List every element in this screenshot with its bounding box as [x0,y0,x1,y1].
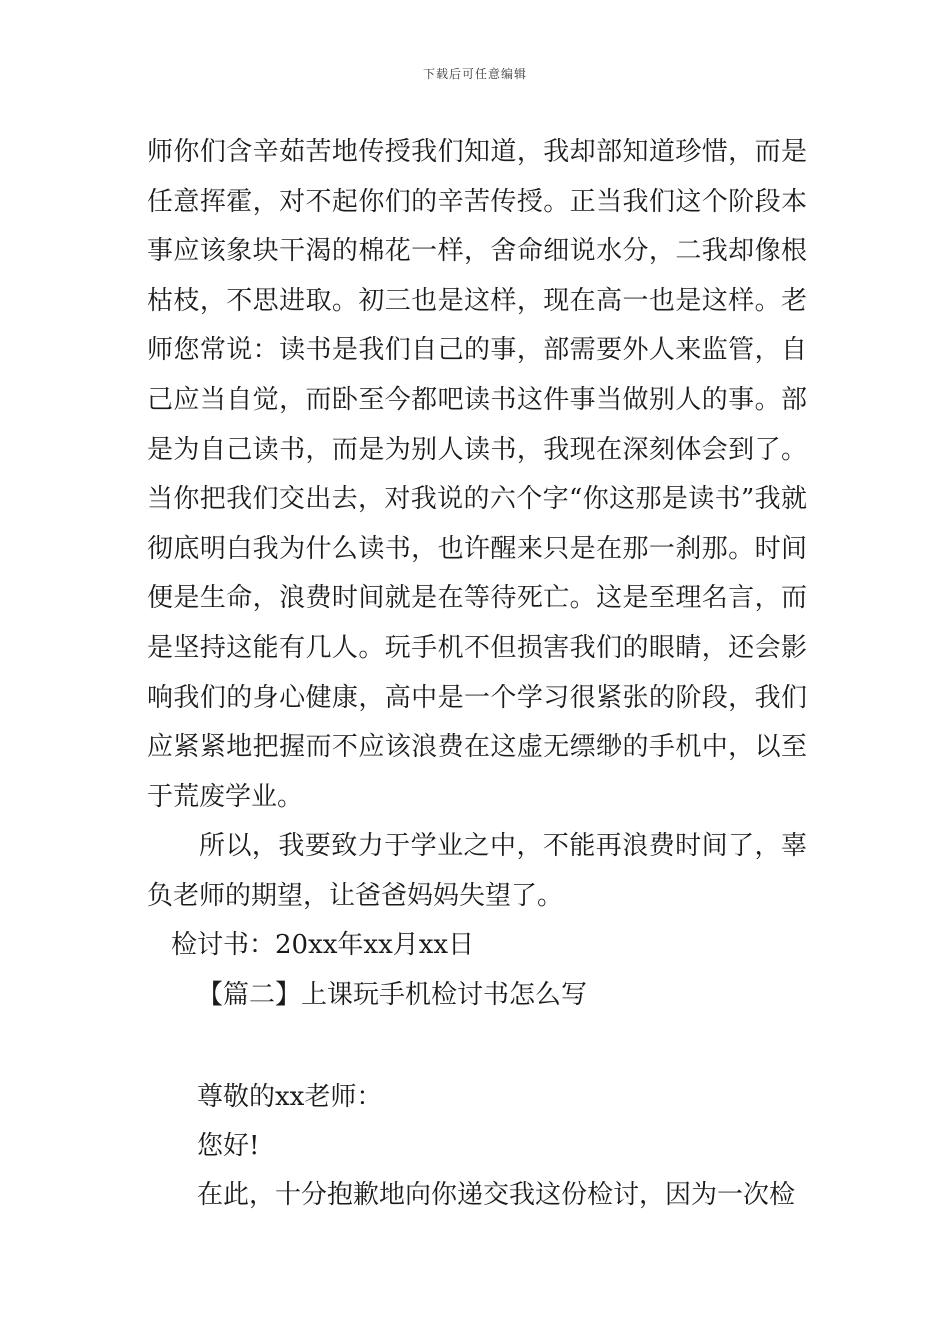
body-paragraph-3: 在此，十分抱歉地向你递交我这份检讨，因为一次检 [197,1180,796,1210]
page-header: 下载后可任意编辑 [422,67,527,81]
greeting: 您好! [197,1131,260,1161]
date-line: 检讨书：20xx年xx月xx日 [171,930,475,960]
section-title: 【篇二】上课玩手机检讨书怎么写 [197,980,588,1010]
body-paragraph-1: 师你们含辛茹苦地传授我们知道，我却部知道珍惜，而是任意挥霍，对不起你们的辛苦传授。正当我们这个阶段本事应该象块干渴的棉花一样，舍命细说水分，二我却像根枯枝，不思进取。初三也是这样，现在高一也是这样。老师您常说：读书是我们自己的事，部需要外人来监管，自己应当自觉，而卧至今都吧读书这件事当做别人的事。部是为自己读书，而是为别人读书，我现在深刻体会到了。当你把我们交出去，对我说的六个字“你这那是读书”我就彻底明白我为什么读书，也许醒来只是在那一刹那。时间便是生命，浪费时间就是在等待死亡。这是至理名言，而是坚持这能有几人。玩手机不但损害我们的眼睛，还会影响我们的身心健康，高中是一个学习很紧张的阶段，我们应紧紧地把握而不应该浪费在这虚无缥缈的手机中，以至于荒废学业。 [147,137,807,812]
salutation: 尊敬的xx老师： [197,1082,383,1112]
body-paragraph-2: 所以，我要致力于学业之中，不能再浪费时间了，辜负老师的期望，让爸爸妈妈失望了。 [147,831,807,911]
